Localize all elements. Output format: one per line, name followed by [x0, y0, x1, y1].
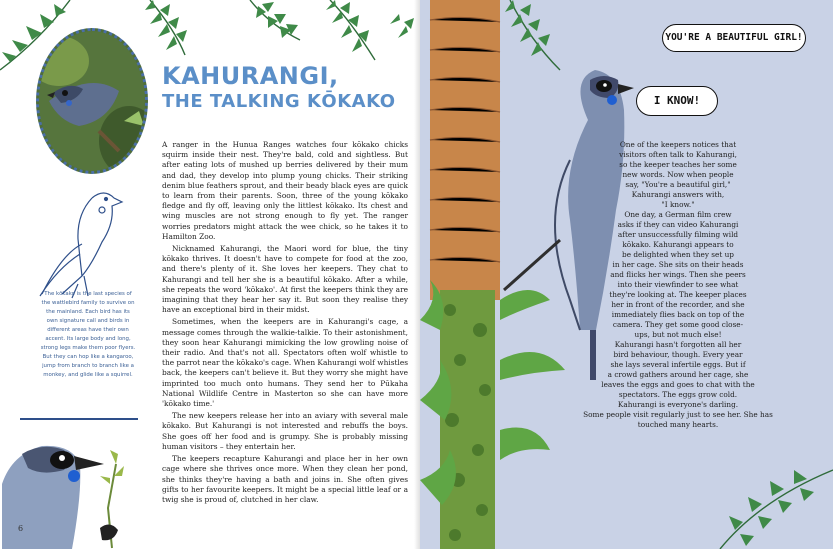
- text-line: a crowd gathers around her cage, she: [607, 370, 749, 379]
- right-body-text: [558, 140, 798, 430]
- text-line: and flicks her wings. Then she peers: [610, 270, 746, 279]
- kokako-line-drawing: [22, 184, 142, 304]
- paragraph: The keepers recapture Kahurangi and place her in her own cage where she thrives once more. When they clean her pond, she thinks they're having a bath and joins in. She often gives gifts to her favourite keepers. It might be a special little leaf or a twig she is proud of, clutched in her claw.: [162, 454, 408, 504]
- kokako-fact-caption: The kōkako is the last species of the wattlebird family to survive on the mainland. Each bird has its own signature call and birds in different areas have their own accent. Its large body and long, strong legs make them poor flyers. But they can hop like a kangaroo, jump from branch to branch like a monkey, and glide like a squirrel.: [40, 291, 136, 378]
- paragraph: Nicknamed Kahurangi, the Maori word for blue, the tiny kōkako thrives. It doesn't have to compete for food at the zoo, and there's plenty of it. She loves her keepers. They chat to Kahurangi and tell her she is a beautiful kōkako. After a while, she repeats the word 'kōkako'. At first the keepers think they are imagining that they hear her say it. But soon they realise they have an exceptional bird in their midst.: [162, 244, 408, 315]
- left-body-text: [162, 140, 408, 507]
- text-line: Kahurangi hasn't forgotten all her: [614, 340, 742, 349]
- text-line: say, "You're a beautiful girl,": [625, 180, 731, 189]
- caption-divider: [20, 418, 138, 420]
- text-line: immediately flies back on top of the: [611, 310, 745, 319]
- text-line: after unsuccessfully filming wild: [617, 230, 739, 239]
- text-line: leaves the eggs and goes to chat with the: [601, 380, 755, 389]
- paragraph: Sometimes, when the keepers are in Kahurangi's cage, a message comes through the walkie-talkie. To their astonishment, they soon hear Kahurangi mimicking the low growling noise of their radio. And that's not all. Spectators often wolf whistle to the parrot near the kōkako's cage. When Kahurangi wolf whistles back, the keepers can't believe it. But they worry she might have imprinted too much onto humans. They send her to Pūkaha National Wildlife Centre in Masterton so she can have more 'kōkako time.': [162, 317, 408, 409]
- text-line: "I know.": [661, 200, 695, 209]
- speech-bubble-kahurangi: I KNOW!: [636, 86, 718, 116]
- text-line: be delighted when they set up: [622, 250, 734, 259]
- text-line: kōkako. Kahurangi appears to: [622, 240, 734, 249]
- text-line: in her cage. She sits on their heads: [612, 260, 744, 269]
- title-line-1: KAHURANGI,: [162, 62, 339, 90]
- text-line: Kahurangi answers with,: [631, 190, 725, 199]
- text-line: One of the keepers notices that: [619, 140, 737, 149]
- text-line: so the keeper teaches her some: [619, 160, 737, 169]
- kokako-photo: [39, 31, 145, 171]
- text-line: bird behaviour, though. Every year: [613, 350, 743, 359]
- text-line: asks if they can video Kahurangi: [617, 220, 739, 229]
- paragraph: The new keepers release her into an aviary with several male kōkako. But Kahurangi is not interested and rebuffs the boys. She goes off her food and is grumpy. She is probably missing human visitors – they entertain her.: [162, 411, 408, 451]
- text-line: spectators. The eggs grow cold.: [618, 390, 738, 399]
- text-line: visitors often talk to Kahurangi,: [619, 150, 737, 159]
- text-line: new words. Now when people: [622, 170, 734, 179]
- text-line: Kahurangi is everyone's darling.: [617, 400, 739, 409]
- text-line: Some people visit regularly just to see her. She has: [583, 410, 773, 419]
- page-title: [162, 62, 412, 114]
- text-line: One day, a German film crew: [624, 210, 732, 219]
- text-line: ups, but not much else!: [634, 330, 722, 339]
- title-line-2: THE TALKING KŌKAKO: [162, 91, 396, 112]
- text-line: touched many hearts.: [637, 420, 719, 429]
- speech-bubble-keeper: YOU'RE A BEAUTIFUL GIRL!: [662, 24, 806, 52]
- kokako-photo-medallion: [36, 28, 148, 174]
- page-number: 6: [18, 524, 24, 533]
- text-line: camera. They get some good close-: [612, 320, 744, 329]
- text-line: her in front of the recorder, and she: [611, 300, 745, 309]
- text-line: into their viewfinder to see what: [617, 280, 739, 289]
- text-line: they're looking at. The keeper places: [609, 290, 747, 299]
- paragraph: A ranger in the Hunua Ranges watches four kōkako chicks squirm inside their nest. They're bald, cold and sightless. But after eating lots of mushed up berries delivered by their mum and dad, they develop into plump young chicks. Their striking denim blue feathers sprout, and their beady black eyes are quick to learn from their parents. Soon, three of the young kōkako fledge and fly off, leaving only the littlest kōkako. Its chest and wing muscles are not strong enough to fly yet. The ranger worries predators might attack the wee chick, so he takes it to Hamilton Zoo.: [162, 140, 408, 241]
- text-line: she lays several infertile eggs. But if: [610, 360, 746, 369]
